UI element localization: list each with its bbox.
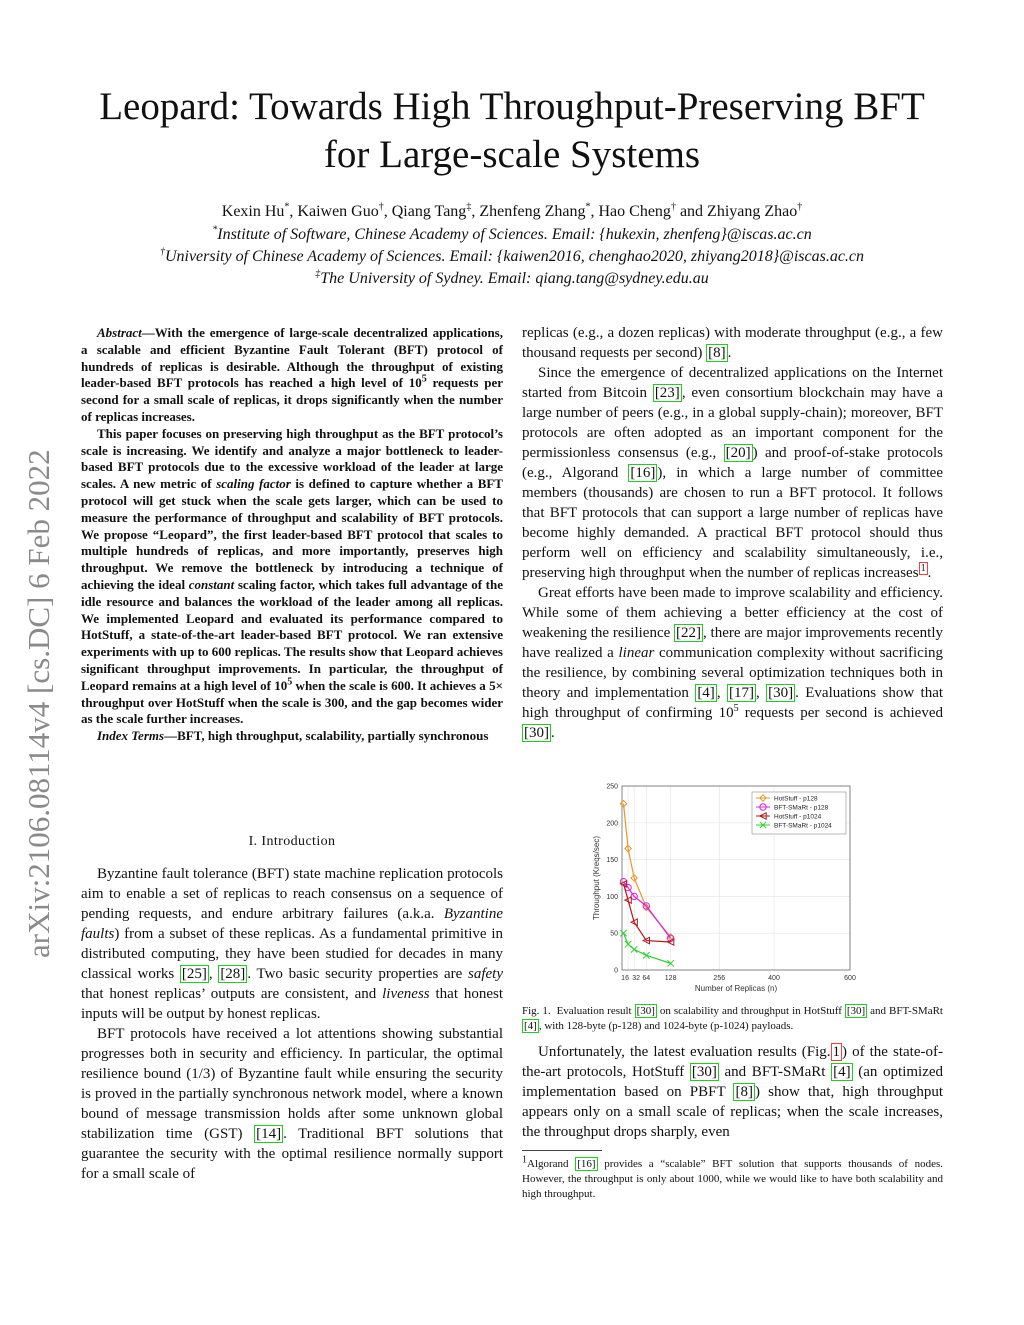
body-text: (an optimized implementation based on PBFT [522,1064,944,1100]
citation-link[interactable]: [28] [220,966,246,982]
affiliation-mark: * [212,224,218,236]
title-line-1: Leopard: Towards High Throughput-Preserving BFT [99,85,925,128]
figure-link[interactable]: 1 [832,1044,841,1060]
series-line [624,804,671,937]
citation-link[interactable]: [30] [846,1005,866,1017]
abstract-text: when the scale is 600. It achieves a 5× throughput over HotStuff when the scale is 300, and the gap becomes wider as the scale further increases. [81,677,503,727]
emphasis: liveness [382,986,430,1002]
caption-text: on scalability and throughput in HotStuff [656,1005,845,1017]
citation-link[interactable]: [4] [697,685,715,701]
throughput-chart [586,778,862,998]
affiliation-text: University of Chinese Academy of Sciences. Email: {kaiwen2016, chenghao2020, zhiyang2018}@iscas.ac.cn [164,248,865,265]
x-tick-label: 256 [713,975,726,982]
body-text: . Two basic security properties are [247,966,468,982]
body-text: ) from a subset of these replicas. As a fundamental primitive in distributed computing, they have been studied for decades in many classical works [81,926,503,982]
citation-link[interactable]: [30] [636,1005,655,1017]
emphasis: scaling factor [216,476,291,492]
superscript: 5 [287,676,293,688]
affiliation-mark: ‡ [466,201,472,213]
body-text: . Traditional BFT solutions that guarantee the security with the optimal resilience normally support for a small scale of [81,1126,503,1182]
title-line-2: for Large-scale Systems [323,133,701,176]
citation-link[interactable]: [25] [181,966,207,982]
index-terms-text: —BFT, high throughput, scalability, partially synchronous [164,728,489,744]
introduction-text [81,864,503,1184]
intro-paragraph-1: Byzantine fault tolerance (BFT) state machine replication protocols aim to enable a set of replicas to reach consensus on a sequence of pending requests, and endure arbitrary failures (a.k.a. Byzantine faults) from a subset of these replicas. As a fundamental primitive in distributed computing, they have been studied for decades in many classical works [25] , [28] . Two basic security properties are safety that honest replicas’ outputs are consistent, and liveness that honest inputs will be output by honest replicas. [81,866,504,1022]
body-text: BFT protocols have received a lot attentions showing substantial progresses both in security and efficiency. In particular, the optimal resilience bound (1/3) of Byzantine fault while ensuring the security is proved in the partially synchronous network model, where a known bound of message transmission holds after some unknown global stabilization time (GST) [81,1026,503,1142]
emphasis: safety [468,966,503,982]
citation-link[interactable]: [30] [524,725,549,741]
body-text: requests per second is achieved [738,705,943,721]
caption-text: , with 128-byte (p-128) and 1024-byte (p-1024) payloads. [538,1020,794,1032]
author-name: , Kaiwen Guo [289,203,379,220]
emphasis: linear [618,645,655,661]
section-heading-introduction: I. Introduction [248,834,336,849]
figure-1 [586,778,862,998]
y-tick-label: 150 [606,857,618,865]
abstract [81,325,503,745]
citation-link[interactable]: [22] [676,625,702,641]
author-name: and Zhiyang Zhao [675,203,798,220]
x-tick-label: 16 [621,975,629,982]
citation-link[interactable]: [20] [725,445,751,461]
footnote-text: Algorand [527,1158,576,1170]
series-line [624,933,671,963]
right-column-text [522,323,943,743]
author-name: Kexin Hu [221,203,285,220]
affiliation-mark: † [670,201,676,213]
y-tick-label: 200 [606,820,618,828]
author-name: , Qiang Tang [383,203,467,220]
index-terms-label: Index Terms [97,728,165,744]
abstract-text: This paper focuses on preserving high throughput as the BFT protocol’s scale is increasing. We identify and analyze a major bottleneck to leader-based BFT protocols due to the excessive workload of the leader at large scales. A new metric of [81,425,503,492]
body-text: communication complexity without sacrificing the resilience, by combining several optimization techniques both in theory and implementation [522,645,943,701]
affiliation-2 [60,248,964,266]
body-text: ), in which a large number of committee members (thousands) are chosen to run a BFT protocol. It follows that BFT protocols that can support a large number of replicas have become highly demanded. A practical BFT protocol should thus perform well on efficiency and scalability simultaneously, i.e., preserving high throughput when the number of replicas increases [522,465,943,581]
superscript: 5 [733,703,739,714]
body-text: Since the emergence of decentralized applications on the Internet started from Bitcoin [522,365,943,401]
citation-link[interactable]: [16] [577,1158,596,1170]
abstract-text: scaling factor, which takes full advantage of the idle resource and balances the workload of the leader among all replicas. We implemented Leopard and evaluated its performance compared to HotStuff, a state-of-the-art leader-based BFT protocol. We ran extensive experiments with up to 600 replicas. The results show that Leopard achieves significant throughput improvements. In particular, the throughput of Leopard remains at a high level of 10 [81,576,503,693]
author-list [60,203,964,221]
author-name: , Zhenfeng Zhang [471,203,586,220]
body-paragraph: Since the emergence of decentralized applications on the Internet started from Bitcoin [23] , even consortium blockchain may have a large number of peers (e.g., in a global supply-chain); moreover, BFT protocols are often adopted as an important component for the permissionless consensus (e.g., [20] ) and proof-of-stake protocols (e.g., Algorand [16] ), in which a large number of committee members (thousands) are chosen to run a BFT protocol. It follows that BFT protocols that can support a large number of replicas have become highly demanded. A practical BFT protocol should thus perform well on efficiency and scalability simultaneously, i.e., preserving high throughput when the number of replicas increases $^1$ . [522,365,943,581]
x-tick-label: 32 [632,975,641,982]
y-tick-label: 250 [606,783,618,791]
y-tick-label: 50 [610,930,618,938]
body-paragraph [522,1042,943,1142]
y-tick-label: 0 [614,967,618,975]
footnote-text: provides a “scalable” BFT solution that supports thousands of nodes. However, the throughput is only about 1000, while we would like to have both scalability and high throughput. [522,1158,943,1200]
body-text: that honest replicas’ outputs are consistent, and [81,986,383,1002]
abstract-text: requests per second for a small scale of replicas, it drops significantly when the number of replicas increases. [81,375,503,424]
abstract-paragraph-2 [81,426,503,728]
affiliation-text: The University of Sydney. Email: qiang.tang@sydney.edu.au [320,270,709,287]
affiliation-mark: † [797,201,803,213]
abstract-text: is defined to capture whether a BFT protocol will get stuck when the scale gets larger, which can be used to measure the performance of throughput and scalability of BFT protocols. We propose “Leopard”, the first leader-based BFT protocol that scales to multiple hundreds of replicas, and more importantly, preserves high throughput. We remove the bottleneck by introducing a technique of achieving the ideal [81,476,503,592]
affiliation-mark: ‡ [315,268,321,280]
citation-link[interactable]: [14] [256,1126,282,1142]
citation-link[interactable]: [8] [735,1084,753,1100]
body-text: ) and proof-of-stake protocols (e.g., Algorand [522,445,943,481]
figure-1-caption [522,1004,943,1034]
citation-link[interactable]: [30] [691,1064,717,1080]
body-text: , even consortium blockchain may have a large number of peers (e.g., in a global supply-chain); moreover, BFT protocols are often adopted as an important component for the permissionless consensus (e.g., [522,385,943,461]
body-text: , there are major improvements recently have realized a [522,625,943,661]
citation-link[interactable]: [16] [630,465,656,481]
x-tick-label: 600 [844,975,856,982]
affiliation-1 [60,226,964,244]
figure-label: Fig. 1. [522,1005,551,1017]
abstract-label: Abstract [97,325,142,340]
emphasis: Byzantine faults [81,906,503,942]
author-name: , Hao Cheng [590,203,671,220]
affiliation-text: Institute of Software, Chinese Academy of Sciences. Email: {hukexin, zhenfeng}@iscas.ac.cn [217,226,812,243]
affiliation-mark: † [378,201,384,213]
abstract-text: —With the emergence of large-scale decentralized applications, a scalable and efficient Byzantine Fault Tolerant (BFT) protocol of hundreds of replicas is desirable. Although the throughput of existing leader-based BFT protocols has reached a high level of 10 [81,325,503,391]
x-axis-label: Number of Replicas (n) [694,984,778,993]
arxiv-identifier [8,362,58,962]
affiliation-mark: * [585,201,591,213]
legend-label: HotStuff - p1024 [774,813,822,821]
citation-link[interactable]: [23] [654,385,680,401]
arxiv-identifier-text: arXiv:2106.08114v4 [cs.DC] 6 Feb 2022 [21,449,56,958]
footnote-1 [522,1154,943,1202]
intro-paragraph-2 [81,1024,503,1184]
y-tick-label: 100 [606,893,618,901]
superscript: 5 [421,374,427,386]
citation-link[interactable]: [8] [708,345,726,361]
body-text: . Evaluations show that high throughput of confirming 10 [522,685,944,721]
caption-text: Evaluation result [556,1005,635,1017]
affiliation-mark: * [284,201,290,213]
body-text: that honest inputs will be output by honest replicas. [81,986,504,1022]
citation-link[interactable]: [30] [768,685,794,701]
body-paragraph: Great efforts have been made to improve scalability and efficiency. While some of them achieving a better efficiency at the cost of weakening the resilience [22] , there are major improvements recently have realized a linear communication complexity without sacrificing the resilience, by combining several optimization techniques both in theory and implementation [4] , [17] , [30] . Evaluations show that high throughput of confirming $10^5$ requests per second is achieved [30] . [522,585,944,741]
legend-label: HotStuff - p128 [774,795,818,803]
body-paragraph: replicas (e.g., a dozen replicas) with moderate throughput (e.g., a few thousand requests per second) [8] . [522,325,943,361]
abstract-paragraph-1 [81,325,503,426]
footnote-link[interactable]: 1 [920,563,926,574]
body-text: and BFT-SMaRt [718,1064,832,1080]
affiliation-3 [60,270,964,288]
y-axis-label: Throughput (Kreqs/sec) [592,835,601,921]
footnote-rule [522,1150,602,1151]
x-tick-label: 64 [642,975,651,982]
body-text: Byzantine fault tolerance (BFT) state machine replication protocols aim to enable a set of replicas to reach consensus on a sequence of pending requests, and endure arbitrary failures (a.k.a. [81,866,503,922]
body-text: Great efforts have been made to improve scalability and efficiency. While some of them achieving a better efficiency at the cost of weakening the resilience [522,585,943,641]
paper-title [60,83,964,179]
affiliation-mark: † [159,246,165,258]
body-text: replicas (e.g., a dozen replicas) with moderate throughput (e.g., a few thousand requests per second) [522,325,943,361]
citation-link[interactable]: [4] [833,1064,851,1080]
caption-text: and BFT-SMaRt [867,1005,943,1017]
body-text: ) show that, high throughput appears only on a small scale of replicas; when the scale increases, the throughput drops sharply, even [522,1084,943,1140]
footnote-mark: 1 [522,1154,527,1166]
x-tick-label: 400 [768,975,780,982]
citation-link[interactable]: [17] [728,685,754,701]
x-tick-label: 128 [664,975,677,982]
emphasis: constant [188,576,235,592]
index-terms [81,728,503,745]
citation-link[interactable]: [4] [524,1020,537,1032]
legend-label: BFT-SMaRt - p1024 [774,822,832,830]
body-text: Unfortunately, the latest evaluation results (Fig. [538,1044,831,1060]
right-column-lower-text [522,1042,943,1142]
legend-label: BFT-SMaRt - p128 [774,804,829,812]
body-text: ) of the state-of-the-art protocols, HotStuff [522,1044,943,1080]
